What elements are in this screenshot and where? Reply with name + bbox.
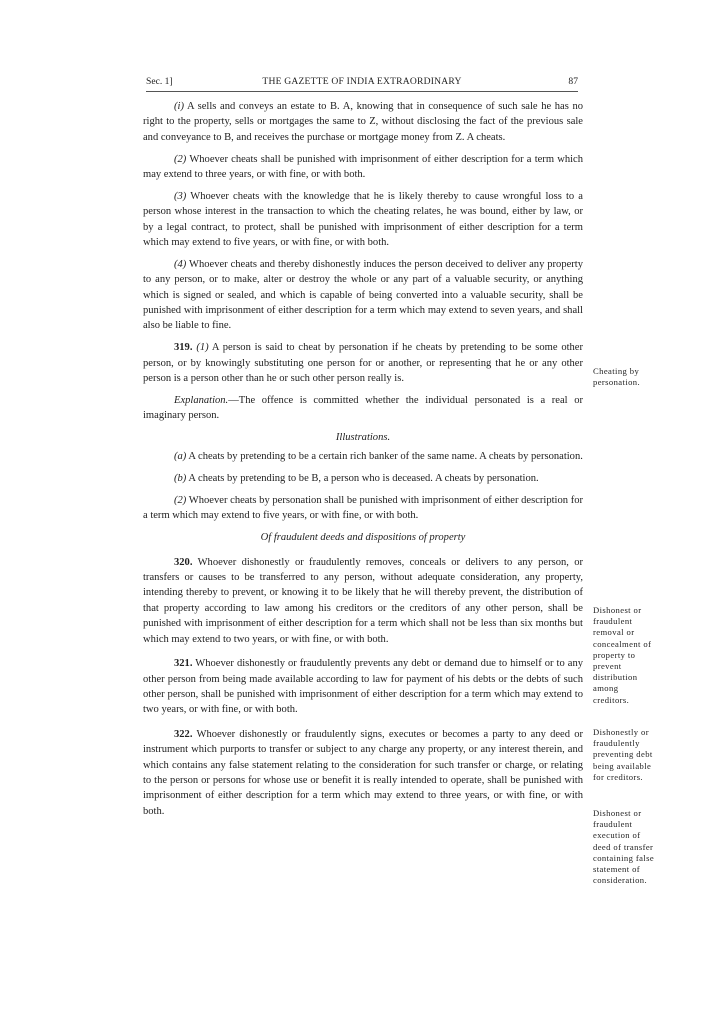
paragraph-text: A cheats by pretending to be a certain rich banker of the same name. A cheats by personation. bbox=[186, 451, 583, 463]
section-319-clause-2 bbox=[143, 493, 583, 524]
illustrations-heading: Illustrations. bbox=[335, 432, 391, 444]
paragraph-text: A person is said to cheat by personation if he cheats by pretending to be some other person, or by knowingly substituting one person for or another, or representing that he or any other person is a person other than he or such other person really is. bbox=[143, 342, 583, 385]
section-321 bbox=[143, 656, 583, 718]
section-number: 322. bbox=[174, 728, 193, 740]
clause-2 bbox=[143, 152, 583, 183]
section-label: Sec. 1] bbox=[146, 76, 173, 87]
section-number: 321. bbox=[174, 658, 193, 670]
section-number: 320. bbox=[174, 556, 193, 568]
page-header bbox=[146, 76, 578, 90]
margin-note-320: Dishonest or fraudulent removal or concealment of property to prevent distribution among creditors. bbox=[593, 605, 652, 705]
paragraph-text: A sells and conveys an estate to B. A, knowing that in consequence of such sale he has no right to the property, sells or mortgages the same to Z, without disclosing the fact of the previous sale and conveyance to B, and receives the purchase or mortgage money from Z. A cheats. bbox=[143, 101, 583, 143]
paragraph-text: Whoever dishonestly or fraudulently signs, executes or becomes a party to any deed or instrument which purports to transfer or subject to any charge any property, or any interest therein, and which contains any false statement relating to the consideration for such transfer or charge, or relating to the person or persons for whose use or benefit it is really intended to operate, shall be punished with imprisonment of either description for a term which may extend to three years, or with fine, or with both. bbox=[143, 728, 583, 817]
paragraph-text: Whoever cheats and thereby dishonestly induces the person deceived to deliver any property to any person, or to make, alter or destroy the whole or any part of a valuable security, or anything which is signed or sealed, and which is capable of being converted into a valuable security, shall be punished with imprisonment of either description for a term which may extend to seven years, and shall also be liable to fine. bbox=[143, 258, 583, 332]
clause-number: (2) bbox=[174, 153, 187, 165]
paragraph-text: Whoever cheats by personation shall be punished with imprisonment of either description for a term which may extend to five years, or with fine, or with both. bbox=[143, 495, 583, 522]
page-number: 87 bbox=[568, 76, 578, 87]
clause-number: (a) bbox=[174, 451, 187, 463]
section-number: 319. bbox=[174, 342, 193, 354]
paragraph-text: Whoever dishonestly or fraudulently removes, conceals or delivers to any person, or transfers or causes to be transferred to any person, without adequate consideration, any property, intending thereby to prevent, or knowing it to be likely that he will thereby prevent, the distribution of that property according to law among his creditors or the creditors of any other person, shall be punished with imprisonment of either description for a term which shall not be less than six months but which may extend to two years, or with fine, or with both. bbox=[143, 556, 583, 645]
clause-number: (2) bbox=[174, 495, 187, 507]
margin-note-322: Dishonest or fraudulent execution of deed of transfer containing false statement of consideration. bbox=[593, 808, 655, 886]
illustration-i bbox=[143, 99, 583, 145]
paragraph-text: —The offence is committed whether the individual personated is a real or imaginary person. bbox=[143, 394, 583, 422]
gazette-title: THE GAZETTE OF INDIA EXTRAORDINARY bbox=[262, 76, 462, 87]
section-320 bbox=[143, 555, 583, 647]
paragraph-text: Whoever cheats with the knowledge that he is likely thereby to cause wrongful loss to a person whose interest in the transaction to which the cheating relates, he was bound, either by law, or by a legal contract, to protect, shall be punished with imprisonment of either description for a term which may extend to five years, or with fine, or with both. bbox=[143, 190, 583, 249]
illustration-b bbox=[143, 471, 583, 486]
clause-3 bbox=[143, 189, 583, 251]
margin-note-319: Cheating by personation. bbox=[593, 366, 641, 388]
explanation bbox=[143, 393, 583, 424]
section-322 bbox=[143, 727, 583, 819]
margin-note-321: Dishonestly or fraudulently preventing debt being available for creditors. bbox=[593, 727, 653, 782]
page-body bbox=[143, 99, 583, 826]
header-rule bbox=[146, 91, 578, 92]
section-319 bbox=[143, 340, 583, 386]
paragraph-text: Whoever cheats shall be punished with imprisonment of either description for a term which may extend to three years, or with fine, or with both. bbox=[143, 153, 583, 181]
clause-number: (i) bbox=[174, 101, 184, 112]
clause-number: (4) bbox=[174, 258, 187, 270]
clause-number: (b) bbox=[174, 473, 187, 485]
clause-number: (3) bbox=[174, 190, 187, 202]
illustration-a bbox=[143, 449, 583, 464]
clause-number: (1) bbox=[196, 342, 209, 354]
clause-4 bbox=[143, 257, 583, 334]
explanation-label: Explanation. bbox=[174, 394, 229, 406]
paragraph-text: A cheats by pretending to be B, a person who is deceased. A cheats by personation. bbox=[186, 473, 539, 485]
fraud-heading: Of fraudulent deeds and dispositions of property bbox=[260, 532, 466, 544]
paragraph-text: Whoever dishonestly or fraudulently prevents any debt or demand due to himself or to any other person from being made available according to law for payment of his debts or the debts of such other person, shall be punished with imprisonment of either description for a term which may extend to two years, or with fine, or with both. bbox=[143, 658, 583, 716]
